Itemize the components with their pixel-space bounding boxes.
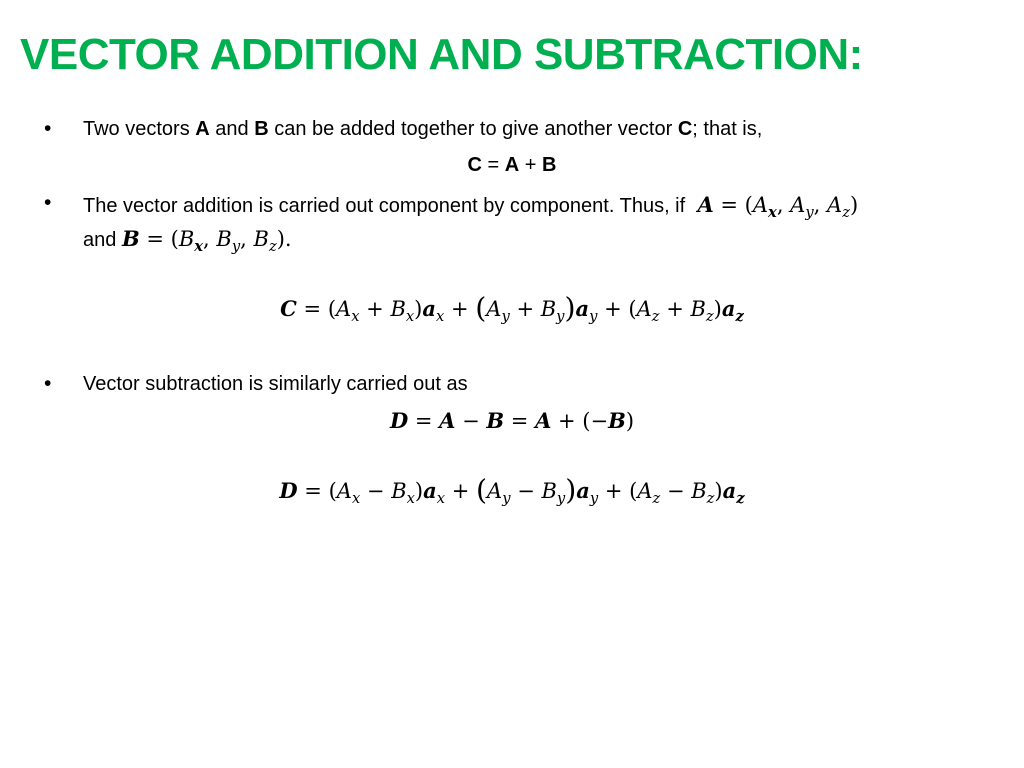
equation-d-components: $D = (A_x - B_x)a_x + (A_y - B_y)a_y + (A_z - B_z)a_z$ — [279, 473, 745, 508]
bullet-2-and: and — [83, 229, 117, 251]
bullet-1-text — [83, 118, 762, 141]
eq-plus: + — [519, 154, 543, 176]
bullet-1-a: A — [195, 118, 210, 140]
bullet-1-end: ; that is, — [692, 118, 763, 140]
bullet-1-marker: • — [44, 117, 52, 140]
equation-c-components: $C = (A_x + B_x)a_x + (A_y + B_y)a_y + (A_z + B_z)a_z$ — [280, 291, 744, 326]
bullet-3-text: Vector subtraction is similarly carried out as — [83, 373, 468, 395]
equation-d-simple: D = A − B = A + (−B) — [389, 408, 635, 433]
equation-c-simple — [0, 154, 1024, 177]
eq-c: C — [467, 154, 482, 176]
bullet-2-line1 — [83, 192, 859, 222]
vector-b-definition: $B = (B_x$, $B_y$, $B_z$). — [121, 226, 292, 256]
eq-b: B — [542, 154, 557, 176]
bullet-1-c: C — [677, 118, 693, 140]
bullet-1-b: B — [254, 118, 269, 140]
bullet-2-text: The vector addition is carried out component by component. Thus, if — [83, 195, 686, 217]
bullet-3-marker: • — [44, 372, 52, 395]
vector-a-definition: $A = (A_x$, $A_y$, $A_z$) — [697, 192, 859, 222]
bullet-2-line2 — [83, 226, 292, 256]
bullet-1-and: and — [209, 118, 255, 140]
eq-equals: = — [481, 154, 505, 176]
page-title: VECTOR ADDITION AND SUBTRACTION: — [20, 30, 863, 79]
eq-a: A — [504, 154, 520, 176]
bullet-2-marker: • — [44, 191, 52, 214]
bullet-1-before: Two vectors — [83, 118, 196, 140]
bullet-1-after: can be added together to give another vector — [268, 118, 678, 140]
